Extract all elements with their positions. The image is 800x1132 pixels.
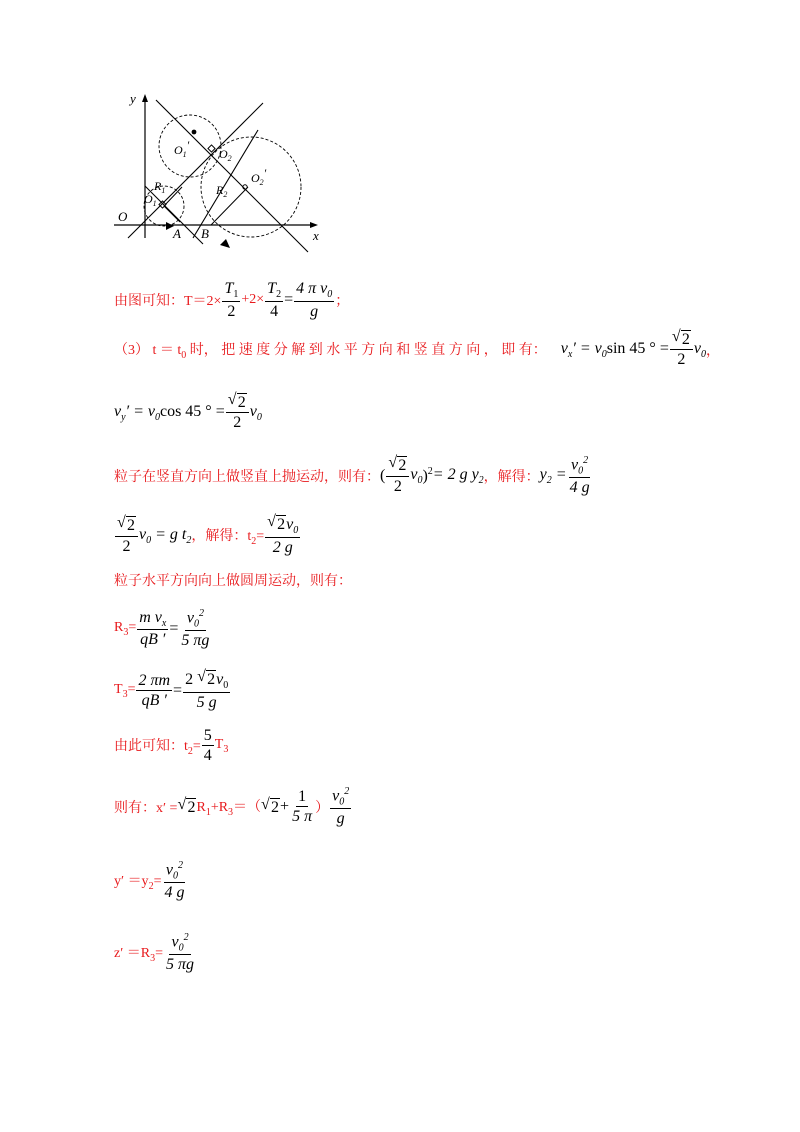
axis-x-label: x bbox=[313, 228, 319, 243]
label-R1: R bbox=[154, 179, 162, 193]
axis-y-label: y bbox=[130, 91, 136, 106]
svg-text:O2′: $O_2'$ bbox=[251, 166, 267, 187]
line-vertical-throw: 粒子在竖直方向上做竖直上抛运动，则有： ( √ $\frac{2}{2}$ $v_0$ )$^2$ = 2 g $y_2$ ，解得： $y_2$ = $\frac{v_0^2}{4 g}$ bbox=[114, 455, 593, 497]
line-t2: √ $\frac{2}{2}$ $v_0 = g$ $t_2$ ，解得：$t_2=$ √ $\frac{2v_0}{2 g}$ bbox=[114, 515, 301, 557]
label-B: B bbox=[201, 226, 209, 241]
line-y-prime: $y' =y_2=$ $\frac{v_0^2}{4 g}$ bbox=[114, 860, 185, 902]
svg-text:R2: $R_2$ bbox=[216, 183, 228, 199]
line-period: 由图可知：T＝2× $\frac{T_1}{2}$ +2× $\frac{T_2}{4}$ = $\frac{4 \pi v_0}{g}$ ； bbox=[114, 280, 350, 320]
svg-text:O2: $O_2$ bbox=[219, 147, 232, 163]
line-R3: $R_3=$ $\frac{m v_x}{qB '}$ = $\frac{v_0^2}{5 \pi g}$ bbox=[114, 608, 210, 650]
line-circular-motion: 粒子水平方向向上做圆周运动，则有： bbox=[114, 574, 352, 589]
line-x-prime: 则有：x′ = √ 2 $R_1+R_3=$（ √ 2 + $\frac{1}{5 \pi}$ ） $\frac{v_0^2}{g}$ bbox=[114, 786, 352, 828]
label-R2: R bbox=[216, 183, 224, 197]
label-O: O bbox=[118, 209, 128, 224]
label-O2: O bbox=[219, 147, 228, 161]
svg-text:O1′: $O_1'$ bbox=[174, 138, 190, 159]
geometry-figure bbox=[108, 88, 333, 258]
line-vy: $v_y' = v_0\cos$ 45 ° = √ $\frac{2}{2}$ $v_0$ bbox=[114, 393, 262, 433]
line-z-prime: $z' =R_3=$ $\frac{v_0^2}{5 \pi g}$ bbox=[114, 932, 195, 974]
svg-text:R1: $R_1$ bbox=[154, 179, 166, 195]
svg-text:O1: $O_1$ bbox=[144, 192, 157, 208]
line-T3: $T_3=$ $\frac{2 \pi m}{qB '}$ = $\frac{2 √ 2v_0}{5 g}$ bbox=[114, 670, 231, 712]
label-O1: O bbox=[144, 192, 153, 206]
label-O2-prime: O bbox=[251, 171, 260, 185]
label-A: A bbox=[173, 226, 181, 241]
line-decompose: （3） $t = t_0$ 时， 把 速 度 分 解 到 水 平 方 向 和 竖 直 方 向 ， 即 有： $v_x' = v_0\sin$ 45 ° = √ $\frac{2}{2}$ $v_0$ ， bbox=[114, 330, 720, 370]
line-t2-T3: 由此可知：$t_2=$ $\frac{5}{4}$ $T_3$ bbox=[114, 727, 229, 765]
label-O1-prime: O bbox=[174, 143, 183, 157]
